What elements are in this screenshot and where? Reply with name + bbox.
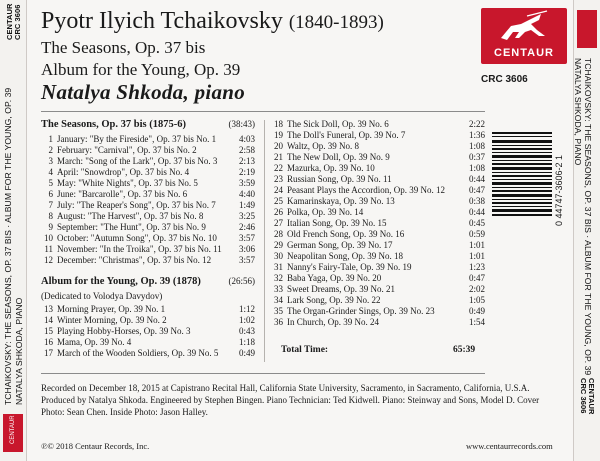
header-divider: [41, 111, 485, 112]
column-divider: [264, 120, 265, 362]
right-spine-catalog: CENTAUR CRC 3606: [579, 378, 596, 415]
album-dedication: (Dedicated to Volodya Davydov): [41, 291, 163, 301]
track-row: 13 Morning Prayer, Op. 39 No. 1 1:12: [44, 304, 255, 314]
notes-divider: [41, 373, 485, 374]
album-heading: Album for the Young, Op. 39 (1878) (26:56): [41, 276, 255, 291]
performer-name: Natalya Shkoda, piano: [41, 80, 246, 104]
left-spine-catalog: CENTAUR CRC 3606: [5, 3, 22, 40]
track-row: 20 Waltz, Op. 39 No. 8 1:08: [274, 141, 485, 151]
composer-dates: (1840-1893): [288, 12, 384, 33]
track-row: 21 The New Doll, Op. 39 No. 9 0:37: [274, 152, 485, 162]
right-spine-performer: NATALYA SHKODA, PIANO: [573, 58, 583, 166]
total-time-value: 65:39: [453, 345, 476, 355]
track-row: 7 July: "The Reaper's Song", Op. 37 bis No. 7 1:49: [48, 200, 255, 210]
track-row: 16 Mama, Op. 39 No. 4 1:18: [44, 337, 255, 347]
total-time-label: Total Time:: [281, 345, 329, 355]
seasons-total: (38:43): [228, 119, 255, 129]
catalog-number: CRC 3606: [481, 74, 528, 85]
track-row: 9 September: "The Hunt", Op. 37 bis No. 9 2:46: [48, 222, 255, 232]
track-row: 17 March of the Wooden Soldiers, Op. 39 No. 5 0:49: [44, 348, 255, 358]
left-spine: [0, 0, 27, 461]
track-row: 36 In Church, Op. 39 No. 24 1:54: [274, 317, 485, 327]
track-row: 34 Lark Song, Op. 39 No. 22 1:05: [274, 295, 485, 305]
track-row: 32 Baba Yaga, Op. 39 No. 20 0:47: [274, 273, 485, 283]
centaur-logo: [481, 8, 567, 64]
track-row: 11 November: "In the Troika", Op. 37 bis No. 11 3:06: [44, 244, 255, 254]
copyright: ℗© 2018 Centaur Records, Inc.: [41, 441, 150, 451]
right-spine-logo: [577, 10, 597, 48]
work-title-album: Album for the Young, Op. 39: [41, 60, 241, 79]
track-row: 6 June: "Barcarolle", Op. 37 bis No. 6 4:40: [48, 189, 255, 199]
track-row: 25 Kamarinskaya, Op. 39 No. 13 0:38: [274, 196, 485, 206]
left-spine-title: TCHAIKOVSKY: THE SEASONS, OP. 37 BIS · ALBUM FOR THE YOUNG, OP. 39: [3, 87, 13, 405]
track-row: 19 The Doll's Funeral, Op. 39 No. 7 1:36: [274, 130, 485, 140]
album-tracklist-left: [41, 304, 255, 359]
track-row: 23 Russian Song, Op. 39 No. 11 0:44: [274, 174, 485, 184]
track-row: 2 February: "Carnival", Op. 37 bis No. 2 2:58: [48, 145, 255, 155]
left-spine-logo: CENTAUR: [3, 414, 23, 452]
barcode-digits: 0 44747-3606-2 1: [554, 154, 564, 226]
track-row: 33 Sweet Dreams, Op. 39 No. 21 2:02: [274, 284, 485, 294]
track-row: 28 Old French Song, Op. 39 No. 16 0:59: [274, 229, 485, 239]
track-row: 3 March: "Song of the Lark", Op. 37 bis No. 3 2:13: [48, 156, 255, 166]
track-row: 27 Italian Song, Op. 39 No. 15 0:45: [274, 218, 485, 228]
track-row: 12 December: "Christmas", Op. 37 bis No. 12 3:57: [44, 255, 255, 265]
barcode: [492, 122, 568, 232]
track-row: 30 Neapolitan Song, Op. 39 No. 18 1:01: [274, 251, 485, 261]
track-row: 26 Polka, Op. 39 No. 14 0:44: [274, 207, 485, 217]
brand-name: CENTAUR: [494, 47, 554, 59]
track-row: 35 The Organ-Grinder Sings, Op. 39 No. 23 0:49: [274, 306, 485, 316]
right-spine-title: TCHAIKOVSKY: THE SEASONS, OP. 37 BIS · ALBUM FOR THE YOUNG, OP. 39: [583, 58, 593, 376]
composer-title: Pyotr Ilyich Tchaikovsky (1840-1893): [41, 8, 384, 34]
track-row: 22 Mazurka, Op. 39 No. 10 1:08: [274, 163, 485, 173]
track-row: 5 May: "White Nights", Op. 37 bis No. 5 3:59: [48, 178, 255, 188]
centaur-figure-icon: [481, 8, 567, 48]
seasons-tracklist: [41, 134, 255, 266]
album-total: (26:56): [228, 276, 255, 286]
right-spine: [573, 0, 600, 461]
track-row: 4 April: "Snowdrop", Op. 37 bis No. 4 2:19: [48, 167, 255, 177]
left-track-column: [41, 119, 255, 359]
recording-notes: Recorded on December 18, 2015 at Capistrano Recital Hall, California State University, Sacramento, in Sacramento, California, U.S.A. Produced by Natalya Shkoda. Engineered by Stephen Bingen. Piano Technician: Ted Kidwell. Piano: Steinway and Sons, Model D. Cover Photo: Sean Chen. Inside Photo: Jason Halley.: [41, 383, 540, 417]
track-row: 24 Peasant Plays the Accordion, Op. 39 No. 12 0:47: [274, 185, 485, 195]
track-row: 15 Playing Hobby-Horses, Op. 39 No. 3 0:43: [44, 326, 255, 336]
track-row: 1 January: "By the Fireside", Op. 37 bis No. 1 4:03: [48, 134, 255, 144]
right-track-column: [271, 119, 485, 328]
track-row: 14 Winter Morning, Op. 39 No. 2 1:02: [44, 315, 255, 325]
website[interactable]: www.centaurrecords.com: [466, 441, 553, 451]
track-row: 8 August: "The Harvest", Op. 37 bis No. 8 3:25: [48, 211, 255, 221]
left-spine-performer: NATALYA SHKODA, PIANO: [14, 297, 24, 405]
track-row: 31 Nanny's Fairy-Tale, Op. 39 No. 19 1:23: [274, 262, 485, 272]
seasons-heading: The Seasons, Op. 37 bis (1875-6) (38:43): [41, 119, 255, 134]
track-row: 10 October: "Autumn Song", Op. 37 bis No. 10 3:57: [44, 233, 255, 243]
work-title-seasons: The Seasons, Op. 37 bis: [41, 38, 206, 57]
track-row: 29 German Song, Op. 39 No. 17 1:01: [274, 240, 485, 250]
track-row: 18 The Sick Doll, Op. 39 No. 6 2:22: [274, 119, 485, 129]
